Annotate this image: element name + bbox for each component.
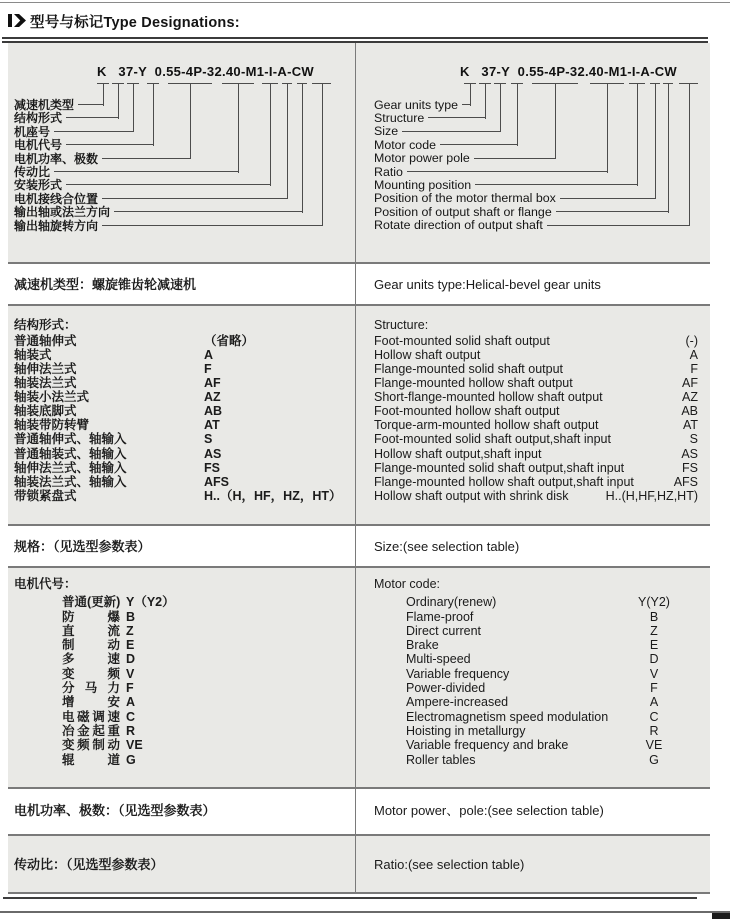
motor-code-value-zh: Z (126, 623, 134, 638)
motor-code-title-zh: 电机代号： (14, 577, 77, 591)
structure-list-en (374, 318, 698, 503)
tick-line (238, 84, 239, 173)
motor-code-value-zh: G (126, 752, 136, 767)
structure-row-en (374, 489, 698, 503)
motor-code-label-zh: 分马力 (62, 681, 120, 696)
structure-label-en: Foot-mounted solid shaft output (374, 334, 550, 349)
size-label-zh: 规格：（见选型参数表） (14, 539, 151, 554)
tick-line (190, 84, 191, 159)
section-rule (8, 787, 710, 789)
structure-row-zh (14, 475, 346, 489)
page-title: 型号与标记Type Designations: (30, 15, 240, 31)
motor-code-label-en: Multi-speed (406, 652, 471, 667)
structure-code-zh: AB (204, 404, 223, 419)
structure-label-zh: 轴伸法兰式、轴输入 (14, 460, 127, 475)
motor-code-label-zh: 辊道 (62, 752, 120, 767)
motor-code-row-en (374, 695, 698, 709)
structure-code-en: AZ (682, 390, 698, 405)
motor-code-value-en: A (649, 695, 659, 710)
leader-line (102, 225, 322, 226)
leader-line (462, 104, 470, 105)
code-underline (479, 83, 491, 84)
motor-code-value-en: V (649, 666, 659, 681)
leader-line (428, 117, 485, 118)
leader-line (547, 225, 689, 226)
motor-code-value-zh: E (126, 638, 135, 653)
structure-code-en: FS (682, 460, 698, 475)
structure-label-zh: 轴伸法兰式 (14, 362, 77, 377)
diagram-label-row (374, 219, 689, 232)
structure-row-zh (14, 362, 346, 376)
motor-code-label-zh: 增安 (62, 695, 120, 710)
motor-code-value-zh: C (126, 709, 136, 724)
motor-code-label-zh: 防爆 (62, 609, 120, 624)
leader-line (102, 158, 190, 159)
structure-code-zh: AZ (204, 390, 221, 405)
structure-code-en: A (689, 348, 698, 363)
motor-code-label-zh: 冶金起重 (62, 723, 120, 738)
motor-code-row-zh (14, 738, 346, 752)
gear-type-label-zh: 减速机类型：螺旋锥齿轮减速机 (14, 277, 197, 292)
structure-label-zh: 轴装底脚式 (14, 404, 77, 419)
leader-line (54, 131, 133, 132)
structure-row-en (374, 404, 698, 418)
structure-code-zh: （省略） (204, 334, 255, 349)
ratio-label-en: Ratio:(see selection table) (374, 857, 525, 872)
leader-line (54, 171, 238, 172)
structure-code-zh: AT (204, 418, 220, 433)
tick-line (555, 84, 556, 159)
section-rule (8, 566, 710, 568)
motor-code-value-en: Z (650, 623, 658, 638)
code-underline (650, 83, 660, 84)
structure-code-zh: F (204, 362, 212, 377)
code-underline (112, 83, 124, 84)
motor-code-row-en (374, 681, 698, 695)
motor-code-label-zh: 变频 (62, 666, 120, 681)
tick-line (637, 84, 638, 186)
motor-code-value-en: Y(Y2) (638, 595, 670, 610)
motor-code-value-zh: B (126, 609, 136, 624)
diagram-label: Ratio (374, 164, 403, 179)
structure-label-en: Flange-mounted hollow shaft output (374, 376, 573, 391)
tick-line (118, 84, 119, 119)
structure-title-zh: 结构形式： (14, 317, 77, 332)
code-underline (97, 83, 109, 84)
motor-code-value-zh: A (126, 695, 136, 710)
structure-row-en (374, 362, 698, 376)
structure-code-en: (-) (685, 334, 698, 349)
structure-row-zh (14, 489, 346, 503)
motor-code-label-en: Flame-proof (406, 609, 474, 624)
motor-code-row-en (374, 738, 698, 752)
structure-label-en: Hollow shaft output with shrink disk (374, 488, 569, 503)
motor-code-row-en (374, 753, 698, 767)
code-underline (629, 83, 645, 84)
gear-type-label-en: Gear units type:Helical-bevel gear units (374, 277, 601, 292)
structure-label-en: Short-flange-mounted hollow shaft output (374, 390, 603, 405)
structure-code-en: AB (681, 404, 698, 419)
structure-row-zh (14, 376, 346, 390)
motor-code-value-zh: D (126, 652, 136, 667)
structure-label-zh: 轴装式 (14, 348, 52, 363)
tick-line (470, 84, 471, 106)
leader-line (407, 171, 607, 172)
section-rule (8, 524, 710, 526)
diagram-label-row (374, 205, 668, 218)
leader-line (560, 198, 655, 199)
page-bottom-border (0, 911, 730, 913)
structure-label-zh: 普通轴伸式、轴输入 (14, 432, 127, 447)
motor-code-value-zh: F (126, 681, 134, 696)
motor-code-label-en: Brake (406, 638, 439, 653)
structure-row-zh (14, 348, 346, 362)
page-corner-mark (712, 913, 730, 919)
structure-row-zh (14, 334, 346, 348)
diagram-label: Structure (374, 110, 425, 125)
motor-code-label-en: Roller tables (406, 752, 476, 767)
structure-label-en: Torque-arm-mounted hollow shaft output (374, 418, 599, 433)
code-underline (464, 83, 476, 84)
structure-row-en (374, 461, 698, 475)
diagram-label: Position of output shaft or flange (374, 204, 552, 219)
tick-line (689, 84, 690, 226)
structure-row-en (374, 432, 698, 446)
code-underline (168, 83, 212, 84)
motor-code-value-en: F (650, 681, 658, 696)
structure-row-en (374, 475, 698, 489)
motor-code-value-zh: R (126, 723, 136, 738)
tick-line (668, 84, 669, 213)
motor-code-label-en: Electromagnetism speed modulation (406, 709, 609, 724)
diagram-label: 电机功率、极数 (14, 151, 99, 166)
structure-label-zh: 带锁紧盘式 (14, 488, 77, 503)
diagram-label: Motor code (374, 137, 436, 152)
diagram-label: Rotate direction of output shaft (374, 218, 543, 233)
structure-row-zh (14, 404, 346, 418)
motor-code-label-zh: 制动 (62, 638, 120, 653)
diagram-label: 机座号 (14, 124, 51, 139)
diagram-label: 输出轴旋转方向 (14, 218, 99, 233)
code-underline (262, 83, 278, 84)
structure-title-en: Structure: (374, 317, 429, 332)
structure-label-en: Foot-mounted solid shaft output,shaft input (374, 432, 611, 447)
structure-code-en: S (689, 432, 698, 447)
diagram-label: Position of the motor thermal box (374, 191, 556, 206)
code-underline (679, 83, 698, 84)
motor-code-label-zh: 多速 (62, 652, 120, 667)
diagram-label-row (374, 138, 517, 151)
section-rule (8, 304, 710, 306)
structure-row-en (374, 376, 698, 390)
code-underline (663, 83, 673, 84)
structure-code-en: AT (682, 418, 698, 433)
tick-line (153, 84, 154, 146)
section-rule (8, 262, 710, 264)
structure-label-zh: 轴装法兰式 (14, 376, 77, 391)
motor-code-label-en: Ordinary(renew) (406, 595, 497, 610)
code-underline (222, 83, 254, 84)
page-bottom-rule (3, 897, 697, 899)
leader-line (440, 144, 517, 145)
motor-code-row-zh (14, 667, 346, 681)
tick-line (103, 84, 104, 106)
diagram-label: 安装形式 (14, 178, 63, 193)
structure-code-en: F (690, 362, 698, 377)
tick-line (270, 84, 271, 186)
motor-power-label-zh: 电机功率、极数：（见选型参数表） (14, 803, 216, 818)
tick-line (607, 84, 608, 173)
motor-code-row-en (374, 667, 698, 681)
code-underline (494, 83, 506, 84)
diagram-label-row (374, 152, 555, 165)
motor-code-value-en: B (649, 609, 659, 624)
leader-line (556, 211, 668, 212)
structure-row-en (374, 418, 698, 432)
column-divider (355, 43, 356, 893)
diagram-label: Motor power pole (374, 151, 470, 166)
structure-row-zh (14, 461, 346, 475)
structure-code-zh: AF (204, 376, 221, 391)
motor-code-list-zh (14, 577, 346, 767)
motor-code-row-en (374, 710, 698, 724)
motor-code-label-en: Variable frequency (406, 666, 510, 681)
structure-code-zh: S (204, 432, 213, 447)
motor-code-label-en: Variable frequency and brake (406, 738, 569, 753)
structure-code-en: AFS (673, 474, 698, 489)
leader-line (402, 131, 500, 132)
structure-label-zh: 轴装小法兰式 (14, 390, 90, 405)
motor-code-row-zh (14, 652, 346, 666)
leader-line (66, 184, 270, 185)
motor-code-row-zh (14, 681, 346, 695)
structure-row-en (374, 390, 698, 404)
diagram-label: 结构形式 (14, 111, 63, 126)
diagram-label: 减速机类型 (14, 98, 75, 112)
motor-code-label-zh: 变频制动 (62, 738, 120, 753)
code-underline (127, 83, 139, 84)
type-code: K 37-Y 0.55-4P-32.40-M1-I-A-CW (460, 64, 677, 79)
structure-label-en: Foot-mounted hollow shaft output (374, 404, 560, 419)
structure-label-en: Hollow shaft output (374, 348, 481, 363)
motor-code-label-zh: 直流 (62, 623, 120, 638)
motor-power-label-en: Motor power、pole:(see selection table) (374, 803, 604, 818)
diagram-label-row (14, 219, 322, 232)
tick-line (655, 84, 656, 199)
motor-code-value-en: E (649, 638, 659, 653)
diagram-label: Size (374, 124, 399, 139)
code-underline (590, 83, 624, 84)
tick-line (302, 84, 303, 213)
section-rule (8, 892, 710, 894)
diagram-label: Mounting position (374, 177, 472, 192)
structure-row-en (374, 334, 698, 348)
tick-line (322, 84, 323, 226)
code-underline (532, 83, 578, 84)
motor-code-row-zh (14, 710, 346, 724)
motor-code-row-zh (14, 595, 346, 609)
motor-code-value-en: D (649, 652, 659, 667)
motor-code-row-zh (14, 753, 346, 767)
structure-row-zh (14, 390, 346, 404)
motor-code-row-en (374, 638, 698, 652)
structure-label-zh: 普通轴装式、轴输入 (14, 446, 127, 461)
structure-label-zh: 普通轴伸式 (14, 334, 77, 349)
structure-list-zh (14, 318, 346, 503)
motor-code-label-en: Power-divided (406, 681, 486, 696)
structure-code-en: AF (682, 376, 698, 391)
code-underline (297, 83, 307, 84)
motor-code-value-en: G (649, 752, 659, 767)
structure-code-zh: A (204, 348, 214, 363)
tick-line (517, 84, 518, 146)
code-underline (312, 83, 331, 84)
structure-label-en: Flange-mounted solid shaft output,shaft input (374, 460, 625, 475)
motor-code-row-zh (14, 695, 346, 709)
motor-code-value-zh: VE (126, 738, 143, 753)
leader-line (66, 117, 118, 118)
leader-line (475, 184, 637, 185)
structure-row-en (374, 447, 698, 461)
structure-row-zh (14, 432, 346, 446)
diagram-label: Gear units type (374, 97, 459, 112)
structure-label-en: Flange-mounted hollow shaft output,shaft input (374, 474, 634, 489)
structure-label-zh: 轴装带防转臂 (14, 418, 90, 433)
page-top-border (0, 2, 730, 3)
motor-code-row-zh (14, 610, 346, 624)
diagram-label-row (374, 111, 485, 124)
leader-line (114, 211, 302, 212)
code-underline (147, 83, 159, 84)
size-label-en: Size:(see selection table) (374, 539, 520, 554)
diagram-label-row (374, 192, 655, 205)
motor-code-label-zh: 普通(更新) (62, 595, 121, 610)
diagram-label-row (374, 178, 637, 191)
tick-line (287, 84, 288, 199)
structure-code-zh: H..（H，HF，HZ，HT） (204, 488, 342, 503)
motor-code-row-zh (14, 638, 346, 652)
diagram-label: 输出轴或法兰方向 (14, 205, 111, 220)
type-code: K 37-Y 0.55-4P-32.40-M1-I-A-CW (97, 64, 314, 79)
motor-code-label-en: Direct current (406, 623, 482, 638)
structure-row-zh (14, 418, 346, 432)
diagram-label: 传动比 (14, 165, 51, 179)
motor-code-value-en: VE (645, 738, 663, 753)
motor-code-list-en (374, 577, 698, 767)
structure-code-en: H..(H,HF,HZ,HT) (605, 488, 698, 503)
code-underline (511, 83, 523, 84)
motor-code-title-en: Motor code: (374, 577, 441, 591)
diagram-label-row (374, 125, 500, 138)
motor-code-label-en: Ampere-increased (406, 695, 509, 710)
motor-code-row-en (374, 652, 698, 666)
motor-code-row-en (374, 595, 698, 609)
leader-line (66, 144, 153, 145)
section-rule (8, 834, 710, 836)
double-chevron-right-icon (8, 14, 26, 27)
diagram-label-row (374, 165, 607, 178)
structure-row-en (374, 348, 698, 362)
tick-line (133, 84, 134, 132)
structure-code-zh: AS (204, 446, 222, 461)
code-underline (282, 83, 292, 84)
structure-row-zh (14, 447, 346, 461)
motor-code-value-zh: V (126, 666, 135, 681)
motor-code-row-en (374, 724, 698, 738)
motor-code-row-en (374, 624, 698, 638)
motor-code-value-en: C (649, 709, 659, 724)
structure-label-en: Flange-mounted solid shaft output (374, 362, 564, 377)
structure-code-zh: AFS (204, 474, 229, 489)
motor-code-label-en: Hoisting in metallurgy (406, 723, 526, 738)
motor-code-value-en: R (649, 723, 659, 738)
motor-code-row-zh (14, 624, 346, 638)
structure-code-zh: FS (204, 460, 220, 475)
structure-code-en: AS (681, 446, 698, 461)
motor-code-row-en (374, 610, 698, 624)
motor-code-row-zh (14, 724, 346, 738)
ratio-label-zh: 传动比：（见选型参数表） (14, 857, 164, 872)
tick-line (485, 84, 486, 119)
diagram-label-row (374, 98, 470, 111)
motor-code-label-zh: 电磁调速 (62, 709, 120, 724)
leader-line (474, 158, 555, 159)
structure-label-zh: 轴装法兰式、轴输入 (14, 474, 127, 489)
tick-line (500, 84, 501, 132)
motor-code-value-zh: Y（Y2） (126, 595, 175, 610)
leader-line (102, 198, 287, 199)
diagram-label: 电机接线合位置 (14, 191, 99, 206)
structure-label-en: Hollow shaft output,shaft input (374, 446, 542, 461)
diagram-label: 电机代号 (14, 138, 63, 153)
leader-line (78, 104, 103, 105)
